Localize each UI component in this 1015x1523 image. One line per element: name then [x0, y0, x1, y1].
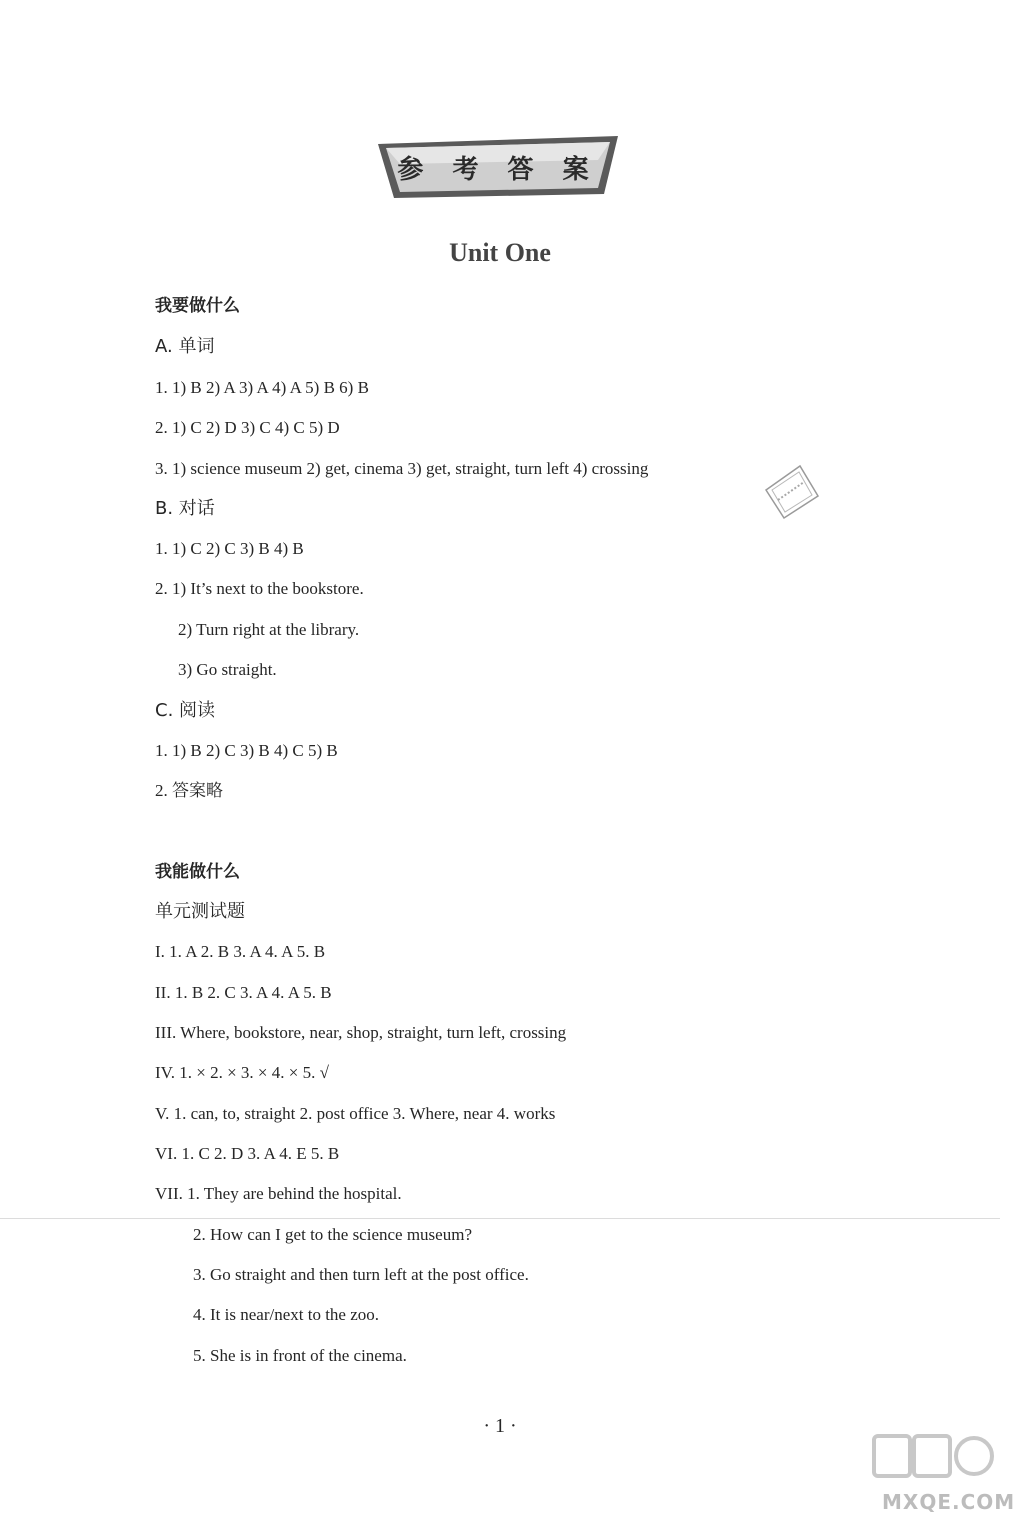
banner-title: 参 考 答 案 — [397, 154, 599, 185]
section-title-1: 我要做什么 — [155, 296, 240, 316]
test-line-2: II. 1. B 2. C 3. A 4. A 5. B — [155, 983, 332, 1002]
answer-line-a3: 3. 1) science museum 2) get, cinema 3) get, straight, turn left 4) crossing — [155, 459, 649, 478]
page-divider — [0, 1218, 1000, 1219]
test-line-7-4: 4. It is near/next to the zoo. — [193, 1305, 380, 1324]
test-line-3: III. Where, bookstore, near, shop, straight, turn left, crossing — [155, 1023, 567, 1042]
page-number: · 1 · — [483, 1415, 517, 1437]
section-title-2: 我能做什么 — [155, 862, 240, 882]
answer-line-a2: 2. 1) C 2) D 3) C 4) C 5) D — [155, 418, 340, 437]
unit-title: Unit One — [449, 238, 551, 267]
answer-line-c2: 2. 答案略 — [155, 781, 223, 800]
test-line-1: I. 1. A 2. B 3. A 4. A 5. B — [155, 942, 326, 961]
test-line-4: IV. 1. × 2. × 3. × 4. × 5. √ — [155, 1063, 329, 1082]
answer-banner — [372, 132, 624, 202]
test-line-7-3: 3. Go straight and then turn left at the post office. — [193, 1265, 529, 1284]
subsection-b-title: B. 对话 — [155, 498, 215, 519]
answer-line-b2-1: 2. 1) It’s next to the bookstore. — [155, 579, 364, 598]
test-title: 单元测试题 — [155, 901, 245, 922]
answer-line-c1: 1. 1) B 2) C 3) B 4) C 5) B — [155, 741, 338, 760]
watermark-text: MXQE.COM — [882, 1490, 1015, 1514]
test-line-7-1: VII. 1. They are behind the hospital. — [155, 1184, 402, 1203]
test-line-7-2: 2. How can I get to the science museum? — [193, 1225, 472, 1244]
stamp-icon — [760, 460, 822, 522]
subsection-c-title: C. 阅读 — [155, 700, 216, 721]
answer-line-b2-3: 3) Go straight. — [178, 660, 277, 679]
test-line-5: V. 1. can, to, straight 2. post office 3. Where, near 4. works — [155, 1104, 556, 1123]
answer-line-b1: 1. 1) C 2) C 3) B 4) B — [155, 539, 304, 558]
test-line-7-5: 5. She is in front of the cinema. — [193, 1346, 407, 1365]
subsection-a-title: A. 单词 — [155, 336, 215, 357]
answer-line-a1: 1. 1) B 2) A 3) A 4) A 5) B 6) B — [155, 378, 369, 397]
answer-line-b2-2: 2) Turn right at the library. — [178, 620, 360, 639]
test-line-6: VI. 1. C 2. D 3. A 4. E 5. B — [155, 1144, 340, 1163]
